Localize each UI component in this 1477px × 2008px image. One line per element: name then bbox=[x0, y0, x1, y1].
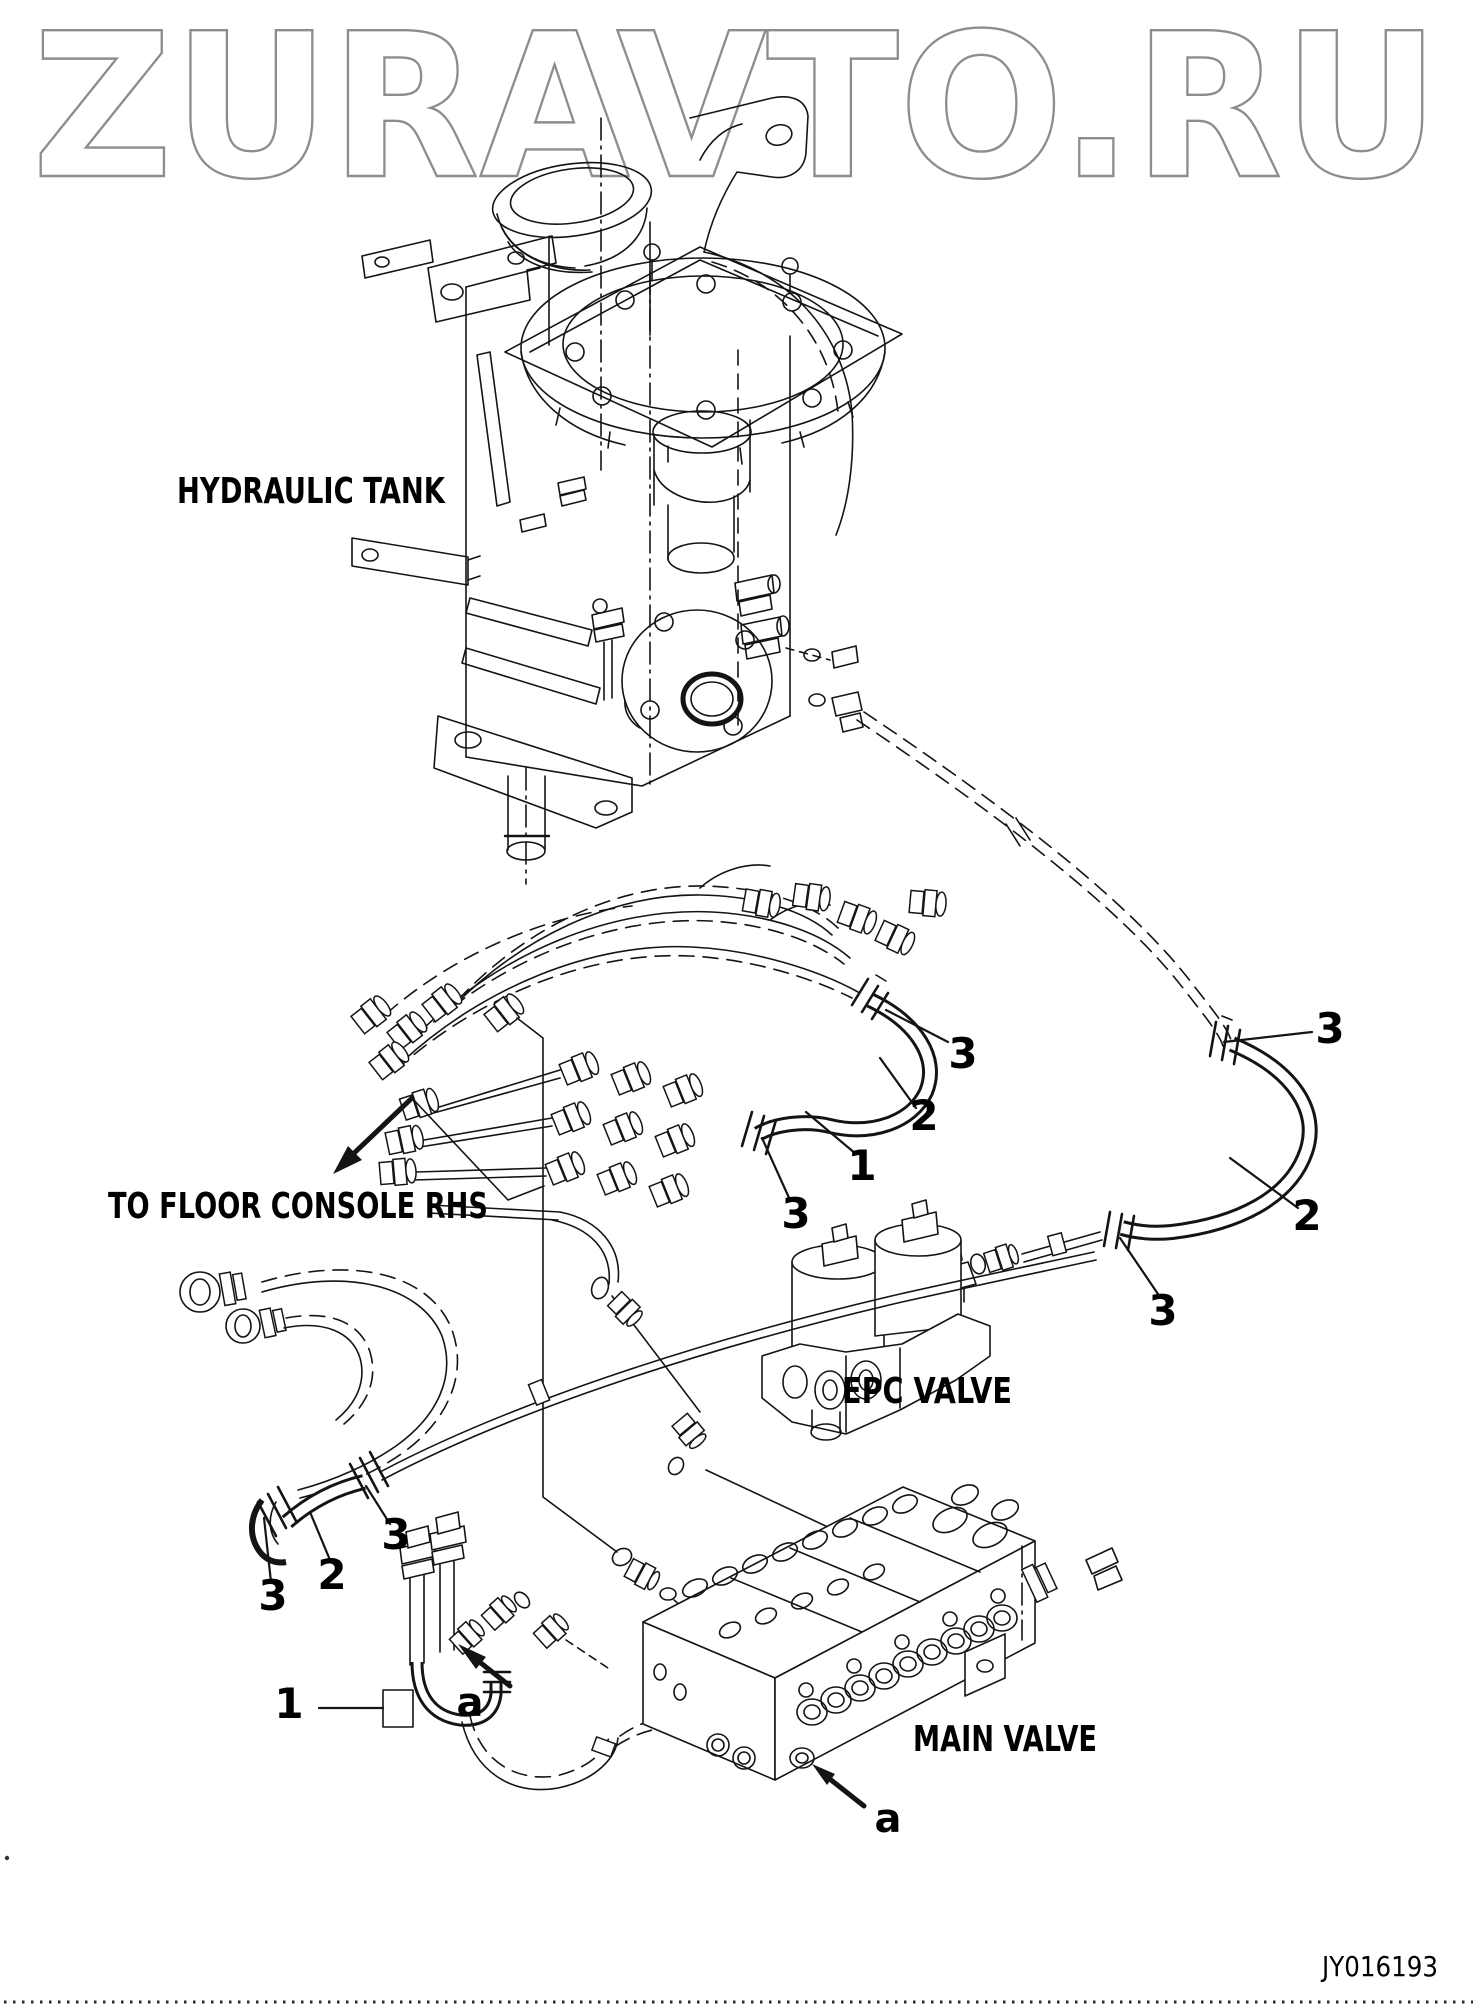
tank-body bbox=[434, 268, 790, 884]
label-epc-valve: EPC VALVE bbox=[842, 1371, 1012, 1412]
label-to-floor-console: TO FLOOR CONSOLE RHS bbox=[108, 1186, 488, 1227]
callout-2-center: 2 bbox=[909, 1091, 939, 1140]
tank-top-cover bbox=[505, 244, 902, 573]
callout-2-left: 2 bbox=[317, 1550, 347, 1599]
callout-3-right-lower: 3 bbox=[1148, 1286, 1178, 1335]
callout-3-left-right: 3 bbox=[381, 1510, 411, 1559]
callout-2-right: 2 bbox=[1292, 1191, 1322, 1240]
hose-assembly-right bbox=[969, 1016, 1310, 1275]
callout-3-left-left: 3 bbox=[258, 1571, 288, 1620]
callout-3-center-lower: 3 bbox=[781, 1189, 811, 1238]
view-marker-a1: a bbox=[456, 1680, 484, 1726]
label-hydraulic-tank: HYDRAULIC TANK bbox=[177, 471, 446, 512]
watermark-text: ZURAVTO.RU bbox=[32, 0, 1440, 224]
hose-clamp-left-left bbox=[258, 1487, 296, 1536]
mount-bracket bbox=[383, 1690, 413, 1727]
view-marker-a2: a bbox=[874, 1796, 902, 1842]
tank-mount-brackets bbox=[352, 236, 556, 585]
label-main-valve: MAIN VALVE bbox=[913, 1719, 1097, 1760]
view-arrow-a2 bbox=[812, 1764, 864, 1806]
drawing-number: JY016193 bbox=[1320, 1950, 1438, 1983]
tank-front-fittings bbox=[520, 477, 624, 700]
stray-dot bbox=[5, 1856, 9, 1860]
tank-flange bbox=[622, 610, 772, 752]
direction-arrow-floor-console bbox=[333, 1098, 544, 1200]
callout-3-center-upper: 3 bbox=[948, 1029, 978, 1078]
callout-1-center: 1 bbox=[847, 1141, 877, 1190]
tank-port-fittings bbox=[735, 575, 858, 668]
callout-1-bottom: 1 bbox=[274, 1679, 304, 1728]
callout-3-right-upper: 3 bbox=[1315, 1004, 1345, 1053]
hose-assembly-center bbox=[742, 975, 930, 1154]
hose-clamp-center-lower bbox=[742, 1112, 776, 1154]
